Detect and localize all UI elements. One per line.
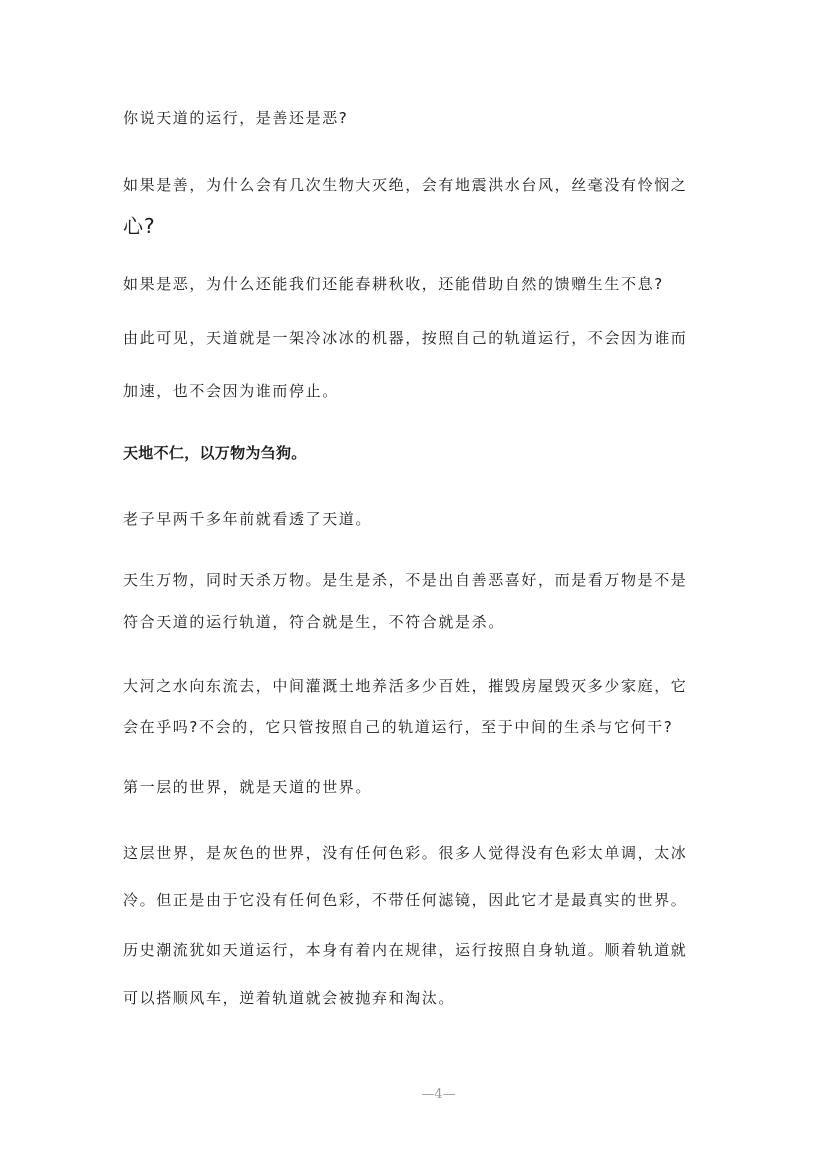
paragraph-line: 符合天道的运行轨道，符合就是生，不符合就是杀。 xyxy=(123,613,505,631)
page-number: —4— xyxy=(421,1087,456,1102)
paragraph-line: 加速，也不会因为谁而停止。 xyxy=(123,382,339,400)
paragraph-line xyxy=(123,216,156,238)
bold-quote-line: 天地不仁，以万物为刍狗。 xyxy=(123,444,307,462)
paragraph-line-tail: 心? xyxy=(123,214,156,238)
paragraph-line: 会在乎吗?不会的，它只管按照自己的轨道运行，至于中间的生杀与它何干? xyxy=(123,718,674,736)
paragraph-line: 历史潮流犹如天道运行，本身有着内在规律，运行按照自身轨道。顺着轨道就 xyxy=(123,941,688,959)
paragraph-line: 这层世界，是灰色的世界，没有任何色彩。很多人觉得没有色彩太单调，太冰 xyxy=(123,844,688,862)
paragraph-line: 由此可见，天道就是一架冷冰冰的机器，按照自己的轨道运行，不会因为谁而 xyxy=(123,329,688,347)
paragraph-line: 天生万物，同时天杀万物。是生是杀，不是出自善恶喜好，而是看万物是不是 xyxy=(123,571,688,589)
paragraph-line: 大河之水向东流去，中间灌溉土地养活多少百姓，摧毁房屋毁灭多少家庭，它 xyxy=(123,677,688,695)
paragraph-line: 如果是恶，为什么还能我们还能春耕秋收，还能借助自然的馈赠生生不息? xyxy=(123,275,664,293)
paragraph-line: 可以搭顺风车，逆着轨道就会被抛弃和淘汰。 xyxy=(123,989,456,1007)
paragraph-line: 第一层的世界，就是天道的世界。 xyxy=(123,778,373,796)
paragraph-line: 冷。但正是由于它没有任何色彩，不带任何滤镜，因此它才是最真实的世界。 xyxy=(123,891,688,909)
paragraph-line: 如果是善，为什么会有几次生物大灭绝，会有地震洪水台风，丝毫没有怜悯之 xyxy=(123,176,688,194)
paragraph-line: 你说天道的运行，是善还是恶? xyxy=(123,109,349,127)
paragraph-line: 老子早两千多年前就看透了天道。 xyxy=(123,510,373,528)
